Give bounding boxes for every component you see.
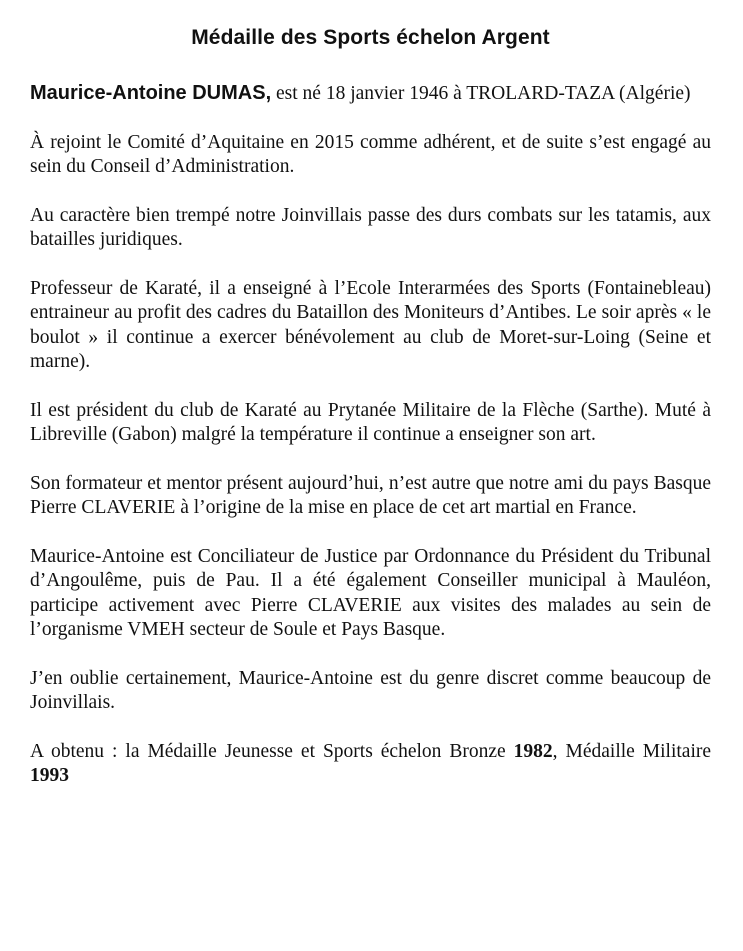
intro-text: est né 18 janvier 1946 à TROLARD-TAZA (Algérie) xyxy=(271,83,691,104)
paragraph-president: Il est président du club de Karaté au Prytanée Militaire de la Flèche (Sarthe). Muté à Libreville (Gabon) malgré la température il continue a enseigner son art. xyxy=(30,399,711,445)
paragraph-professor: Professeur de Karaté, il a enseigné à l’Ecole Interarmées des Sports (Fontainebleau) entraineur au profit des cadres du Bataillon des Moniteurs d’Antibes. Le soir après « le boulot » il continue a exercer bénévolement au club de Moret-sur-Loing (Seine et marne). xyxy=(30,277,711,372)
intro-paragraph xyxy=(30,81,711,107)
document-page xyxy=(30,26,711,813)
awards-paragraph xyxy=(30,740,711,789)
award-year-militaire: 1993 xyxy=(30,765,69,786)
person-name: Maurice-Antoine DUMAS, xyxy=(30,82,272,104)
paragraph-conciliator: Maurice-Antoine est Conciliateur de Justice par Ordonnance du Président du Tribunal d’Angoulême, puis de Pau. Il a été également Conseiller municipal à Mauléon, participe activement avec Pierre CLAVERIE aux visites des malades au sein de l’organisme VMEH secteur de Soule et Pays Basque. xyxy=(30,545,711,640)
paragraph-mentor: Son formateur et mentor présent aujourd’hui, n’est autre que notre ami du pays Basque Pierre CLAVERIE à l’origine de la mise en place de cet art martial en France. xyxy=(30,472,711,518)
paragraph-discreet: J’en oublie certainement, Maurice-Antoine est du genre discret comme beaucoup de Joinvillais. xyxy=(30,667,711,713)
paragraph-joined: À rejoint le Comité d’Aquitaine en 2015 comme adhérent, et de suite s’est engagé au sein du Conseil d’Administration. xyxy=(30,131,711,177)
awards-prefix: A obtenu : la Médaille Jeunesse et Sports échelon Bronze xyxy=(30,740,514,762)
paragraph-character: Au caractère bien trempé notre Joinvillais passe des durs combats sur les tatamis, aux batailles juridiques. xyxy=(30,204,711,250)
awards-middle: , Médaille Militaire xyxy=(552,740,712,762)
document-title: Médaille des Sports échelon Argent xyxy=(191,26,550,49)
award-year-bronze: 1982 xyxy=(513,740,553,762)
